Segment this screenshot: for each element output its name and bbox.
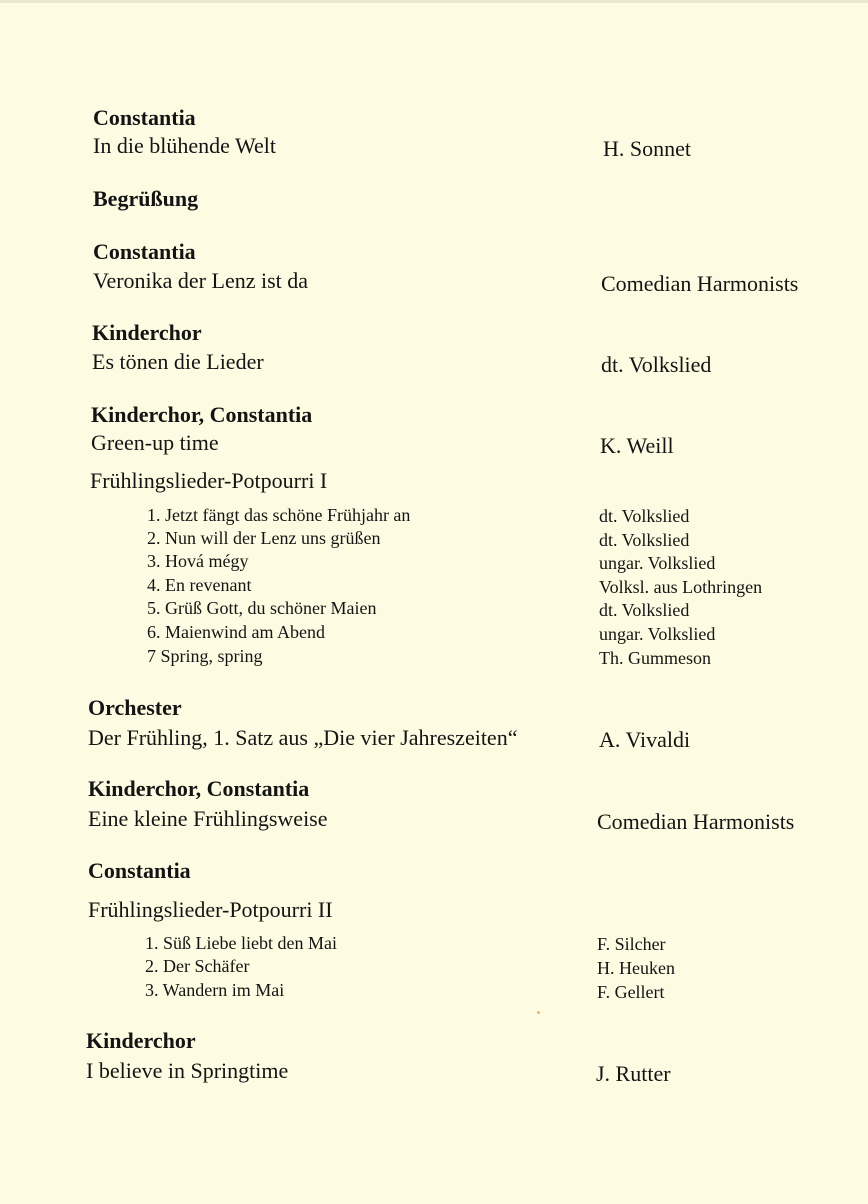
- medley-item-composer: dt. Volkslied: [599, 600, 690, 620]
- medley-item: 3. Hová mégy: [147, 551, 249, 571]
- composer: dt. Volkslied: [601, 352, 712, 377]
- piece-title: Veronika der Lenz ist da: [93, 268, 309, 293]
- medley-item-composer: Th. Gummeson: [599, 648, 711, 668]
- medley-item: 4. En revenant: [147, 575, 252, 595]
- medley-item: 6. Maienwind am Abend: [147, 622, 325, 642]
- piece-title: Der Frühling, 1. Satz aus „Die vier Jahreszeiten“: [88, 725, 518, 750]
- performer-heading: Kinderchor: [92, 320, 202, 345]
- performer-heading: Begrüßung: [93, 186, 199, 211]
- medley-item: 7 Spring, spring: [147, 646, 263, 666]
- performer-heading: Constantia: [93, 105, 196, 130]
- performer-heading: Kinderchor: [86, 1028, 196, 1053]
- composer: A. Vivaldi: [599, 727, 691, 752]
- composer: H. Sonnet: [603, 136, 691, 161]
- composer: J. Rutter: [596, 1061, 671, 1086]
- medley-item-composer: dt. Volkslied: [599, 530, 690, 550]
- page-top-edge: [0, 0, 868, 3]
- composer: K. Weill: [600, 433, 674, 458]
- performer-heading: Kinderchor, Constantia: [91, 402, 313, 427]
- composer: Comedian Harmonists: [601, 271, 799, 296]
- medley-item: 5. Grüß Gott, du schöner Maien: [147, 598, 377, 618]
- piece-title: Green-up time: [91, 430, 219, 455]
- piece-title: Eine kleine Frühlingsweise: [88, 806, 328, 831]
- medley-item: 1. Süß Liebe liebt den Mai: [145, 933, 337, 953]
- medley-title: Frühlingslieder-Potpourri I: [90, 468, 328, 493]
- medley-item: 1. Jetzt fängt das schöne Frühjahr an: [147, 505, 411, 525]
- medley-item-composer: dt. Volkslied: [599, 506, 690, 526]
- piece-title: I believe in Springtime: [86, 1058, 289, 1083]
- piece-title: Es tönen die Lieder: [92, 349, 264, 374]
- performer-heading: Constantia: [93, 239, 196, 264]
- composer: Comedian Harmonists: [597, 809, 795, 834]
- medley-item-composer: H. Heuken: [597, 958, 675, 978]
- paper-speck: [537, 1011, 540, 1014]
- performer-heading: Constantia: [88, 858, 191, 883]
- medley-item-composer: Volksl. aus Lothringen: [599, 577, 763, 597]
- piece-title: In die blühende Welt: [93, 133, 276, 158]
- performer-heading: Orchester: [88, 695, 182, 720]
- medley-item: 3. Wandern im Mai: [145, 980, 285, 1000]
- medley-item-composer: F. Silcher: [597, 934, 666, 954]
- performer-heading: Kinderchor, Constantia: [88, 776, 310, 801]
- medley-item: 2. Nun will der Lenz uns grüßen: [147, 528, 381, 548]
- medley-item-composer: ungar. Volkslied: [599, 553, 716, 573]
- medley-title: Frühlingslieder-Potpourri II: [88, 897, 333, 922]
- medley-item-composer: ungar. Volkslied: [599, 624, 716, 644]
- medley-item: 2. Der Schäfer: [145, 956, 250, 976]
- medley-item-composer: F. Gellert: [597, 982, 665, 1002]
